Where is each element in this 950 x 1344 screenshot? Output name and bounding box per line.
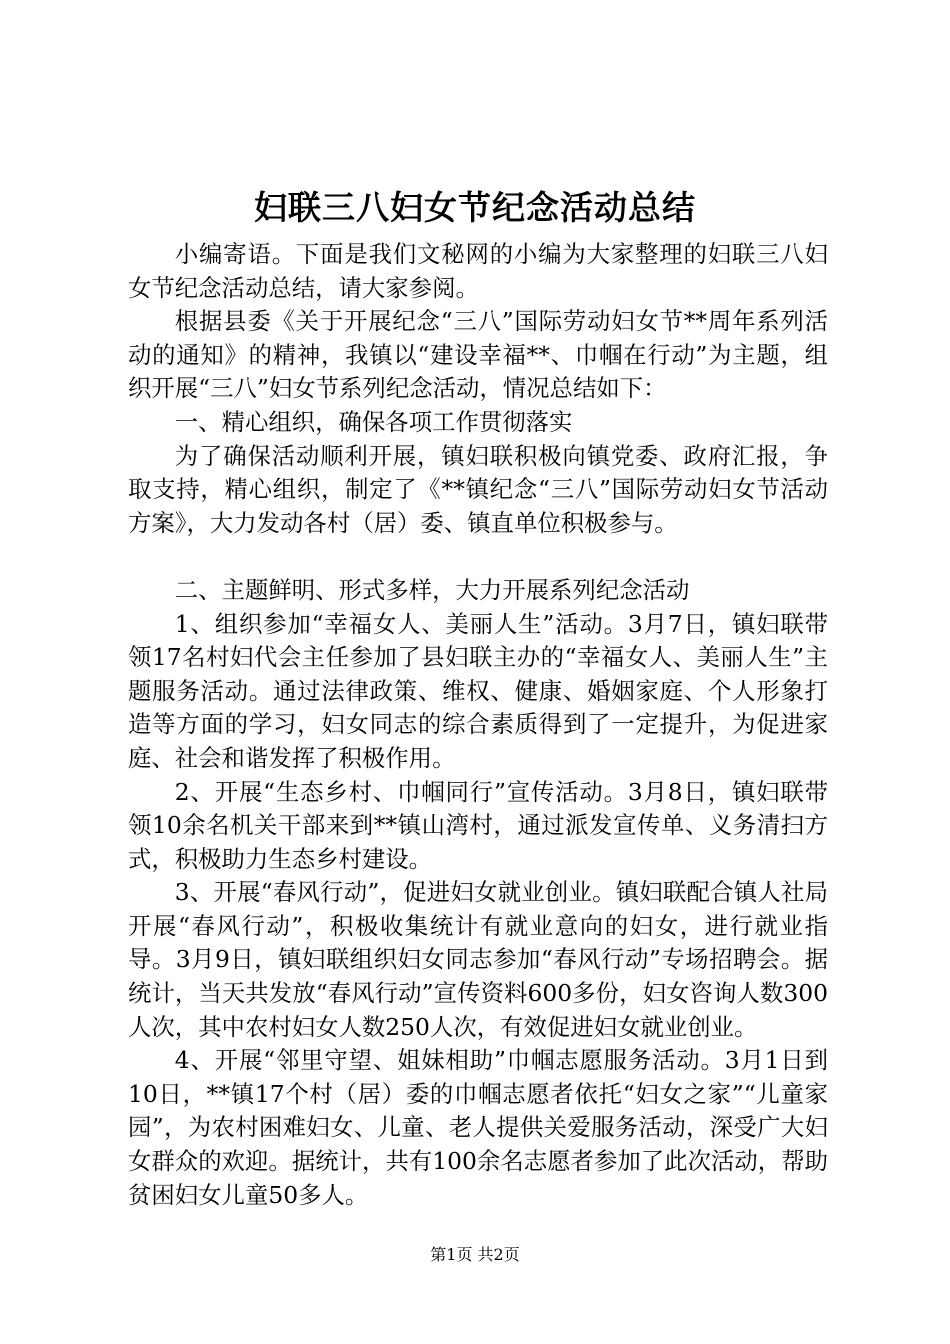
paragraph-activity-3: 3、开展“春风行动”，促进妇女就业创业。镇妇联配合镇人社局开展“春风行动”，积极收集统计有就业意向的妇女，进行就业指导。3月9日，镇妇联组织妇女同志参加“春风行动”专场招聘会。据统计，当天共发放“春风行动”宣传资料600多份，妇女咨询人数300人次，其中农村妇女人数250人次，有效促进妇女就业创业。	[128, 878, 828, 1041]
paragraph-activity-4: 4、开展“邻里守望、姐妹相助”巾帼志愿服务活动。3月1日到10日，**镇17个村（居）委的巾帼志愿者依托“妇女之家”“儿童家园”，为农村困难妇女、儿童、老人提供关爱服务活动，深受广大妇女群众的欢迎。据统计，共有100余名志愿者参加了此次活动，帮助贫困妇女儿童50多人。	[128, 1046, 828, 1209]
paragraph-activity-2: 2、开展“生态乡村、巾帼同行”宣传活动。3月8日，镇妇联带领10余名机关干部来到**镇山湾村，通过派发宣传单、义务清扫方式，积极助力生态乡村建设。	[128, 777, 828, 873]
page-footer: 第1页 共2页	[430, 1245, 520, 1264]
section-heading-2: 二、主题鲜明、形式多样，大力开展系列纪念活动	[174, 575, 690, 604]
document-title: 妇联三八妇女节纪念活动总结	[254, 188, 696, 227]
paragraph-organization: 为了确保活动顺利开展，镇妇联积极向镇党委、政府汇报，争取支持，精心组织，制定了《**镇纪念“三八”国际劳动妇女节活动方案》，大力发动各村（居）委、镇直单位积极参与。	[128, 441, 828, 537]
paragraph-activity-1: 1、组织参加“幸福女人、美丽人生”活动。3月7日，镇妇联带领17名村妇代会主任参加了县妇联主办的“幸福女人、美丽人生”主题服务活动。通过法律政策、维权、健康、婚姻家庭、个人形象打造等方面的学习，妇女同志的综合素质得到了一定提升，为促进家庭、社会和谐发挥了积极作用。	[128, 609, 828, 772]
document-body	[128, 238, 828, 1212]
paragraph-intro: 小编寄语。下面是我们文秘网的小编为大家整理的妇联三八妇女节纪念活动总结，请大家参阅。	[128, 240, 828, 302]
paragraph-background: 根据县委《关于开展纪念“三八”国际劳动妇女节**周年系列活动的通知》的精神，我镇以“建设幸福**、巾帼在行动”为主题，组织开展“三八”妇女节系列纪念活动，情况总结如下：	[128, 307, 828, 403]
section-heading-1: 一、精心组织，确保各项工作贯彻落实	[174, 407, 573, 436]
